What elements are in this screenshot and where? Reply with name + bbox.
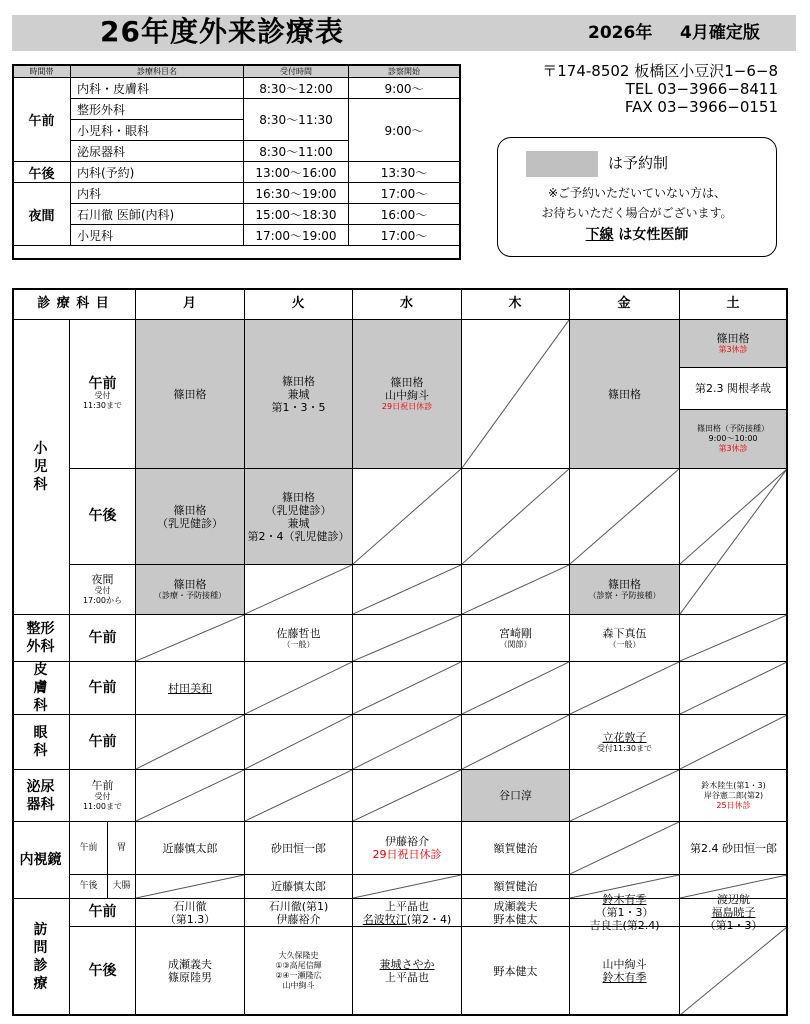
period-am: [70, 615, 136, 662]
cell-text: 篠田格: [173, 387, 207, 401]
reservation-swatch: [526, 151, 598, 177]
cell-text: 谷口淳: [499, 789, 532, 802]
peds-am-sat-2: [680, 368, 787, 410]
cell-text: 午後: [88, 508, 117, 524]
derm-empty: [245, 662, 353, 715]
cell-text: 療: [33, 976, 48, 992]
cell-text: 石川徹: [173, 899, 207, 913]
dept-name: 小児科・眼科: [71, 120, 244, 141]
cell-text: 大久保隆史: [278, 951, 319, 960]
peds-pm-empty: [353, 469, 462, 565]
dept-orthopedics: [12, 615, 70, 662]
hours-header-row: [13, 65, 460, 78]
cell-text: 第2.4 砂田恒一郎: [690, 841, 777, 855]
uro-empty: [353, 770, 462, 822]
cell-text: 砂田恒一郎: [271, 841, 326, 855]
cell-text: （一般）: [608, 639, 641, 649]
uro-sat: [680, 770, 788, 822]
cell-text: 篠田格: [608, 578, 641, 591]
cell-text: 鈴木有季: [602, 893, 647, 906]
start-time: 9:00〜: [349, 99, 460, 162]
eye-empty: [353, 715, 462, 770]
visit-pm-sat-empty: [680, 927, 788, 1016]
table-row: [13, 183, 460, 204]
cell-text: （診療・予防接種）: [154, 591, 226, 600]
cell-text: 石川徹(第1): [268, 899, 329, 913]
visit-am-fri: [570, 893, 680, 932]
cell-text: 渡辺航: [717, 893, 750, 906]
cell-text: 名波牧江: [362, 912, 407, 926]
edition-year: 2026年: [588, 23, 653, 43]
cell-text: 火: [291, 296, 306, 311]
dept-ophthalmology: [12, 715, 70, 770]
cell-text: 眼: [33, 725, 48, 741]
dept-name: 内科(予約): [71, 162, 244, 183]
derm-mon: [136, 662, 245, 715]
cell-text: 泌尿: [26, 778, 55, 795]
cell-text: 29日祝日休診: [372, 848, 442, 861]
derm-empty: [353, 662, 462, 715]
weekly-schedule-table: [12, 288, 788, 1016]
cell-text: 11:00まで: [82, 802, 123, 811]
cell-text: 17:00から: [82, 596, 123, 605]
cell-text: （関節）: [499, 639, 532, 649]
dept-name: 内科・皮膚科: [71, 78, 244, 99]
cell-text: 第3休診: [718, 444, 748, 453]
endo-st-wed: [353, 822, 462, 875]
cell-text: （第1.3）: [164, 912, 216, 926]
visit-pm-wed: [353, 927, 462, 1016]
cell-text: 胃: [116, 842, 126, 853]
cell-text: 森下真伍: [602, 626, 647, 640]
visit-am-mon: [136, 899, 245, 927]
cell-text: 近藤慎太郎: [271, 880, 326, 893]
header-day-mon: [136, 288, 245, 320]
eye-empty: [462, 715, 570, 770]
cell-text: 篠田格: [282, 490, 315, 504]
table-row: [13, 204, 460, 225]
period-am: [70, 715, 136, 770]
cell-text: 診 療 科 目: [37, 296, 110, 311]
female-doctor-legend: は女性医師: [613, 227, 689, 243]
peds-am-sat-3: [680, 410, 787, 469]
dept-name: 泌尿器科: [71, 141, 244, 162]
note-line-3: [498, 224, 776, 244]
cell-text: 午前: [79, 842, 98, 853]
cell-text: 9:00〜10:00: [708, 434, 758, 443]
reception-time: 8:30〜11:30: [244, 99, 349, 141]
endo-co-thu: [462, 875, 570, 899]
cell-text: 受付: [94, 390, 111, 400]
page-title: 26年度外来診療表: [100, 15, 344, 48]
cell-text: 受付: [94, 586, 111, 595]
cell-text: 受付: [94, 792, 111, 801]
visit-am-wed: [353, 899, 462, 927]
period-pm: [70, 927, 136, 1016]
peds-pm-mon: [136, 469, 245, 565]
dept-dermatology: [12, 662, 70, 715]
visit-pm-tue: [245, 927, 353, 1016]
table-row: [13, 78, 460, 99]
endo-stomach-label: [108, 822, 136, 875]
reception-time: 17:00〜19:00: [244, 225, 349, 246]
endo-st-thu: [462, 822, 570, 875]
endo-co-tue: [245, 875, 353, 899]
ortho-sat-empty: [680, 615, 788, 662]
cell-text: 第2・4（乳児健診）: [247, 529, 350, 543]
dept-name: 小児科: [71, 225, 244, 246]
cell-text: 受付11:30まで: [596, 743, 653, 753]
table-row: [13, 162, 460, 183]
period-am: [70, 770, 136, 822]
period-am: [70, 822, 108, 875]
cell-text: 午前: [88, 679, 117, 696]
header-day-sat: [680, 288, 788, 320]
cell-text: 午後: [79, 881, 98, 891]
cell-text: 午前: [88, 904, 117, 920]
peds-night-mon: [136, 565, 245, 615]
peds-pm-night-sat-empty: [680, 469, 788, 615]
cell-text: 11:30まで: [82, 400, 123, 410]
peds-am-thu-empty: [462, 320, 570, 469]
cell-text: 篠田格: [390, 376, 424, 389]
header-day-thu: [462, 288, 570, 320]
cell-text: 午前: [88, 733, 117, 750]
uro-empty: [136, 770, 245, 822]
cell-text: 金: [617, 296, 632, 311]
period-night: 夜間: [13, 183, 71, 246]
cell-text: 野本健太: [493, 964, 538, 978]
cell-text: 問: [33, 940, 48, 956]
period-pm: [70, 875, 108, 899]
dept-home-visit: [12, 899, 70, 1016]
dept-name: 内科: [71, 183, 244, 204]
cell-text: 午前: [88, 375, 117, 392]
cell-text: 篠田格: [608, 387, 641, 401]
edition-status: 4月確定版: [680, 23, 760, 43]
cell-text: 岸谷憲二郎(第2): [703, 790, 764, 800]
endo-colon-label: [108, 875, 136, 899]
cell-text: 伊藤裕介: [385, 835, 429, 848]
cell-text: 外科: [26, 639, 55, 655]
cell-text: 額賀健治: [493, 841, 538, 855]
cell-text: 篠田格: [716, 332, 750, 345]
reception-hours-table: [12, 64, 460, 246]
ortho-mon-empty: [136, 615, 245, 662]
peds-am-tue: [245, 320, 353, 469]
hours-header-start: 診察開始: [349, 65, 460, 78]
peds-am-fri: [570, 320, 680, 469]
header-day-fri: [570, 288, 680, 320]
cell-text: 篠田格（予防接種）: [697, 424, 769, 433]
cell-text: 月: [182, 296, 197, 311]
cell-text: 額賀健治: [493, 880, 538, 893]
cell-text: 宮崎剛: [499, 626, 532, 640]
cell-text: ①③高尾信輝: [275, 961, 322, 970]
peds-am-mon: [136, 320, 245, 469]
endo-co-mon-empty: [136, 875, 245, 899]
peds-am-sat: [680, 320, 788, 469]
cell-text: 午前: [88, 629, 117, 646]
uro-thu: [462, 770, 570, 822]
cell-text: （第1・3）: [595, 906, 654, 919]
peds-pm-empty: [570, 469, 680, 565]
cell-text: 佐藤哲也: [276, 626, 321, 640]
header-day-wed: [353, 288, 462, 320]
cell-text: 兼城: [287, 516, 310, 530]
peds-pm-empty: [462, 469, 570, 565]
cell-text: 診: [33, 958, 48, 974]
visit-am-thu: [462, 899, 570, 927]
cell-text: 29日祝日休診: [381, 402, 433, 411]
cell-text: 夜間: [91, 573, 114, 586]
start-time: 9:00〜: [349, 78, 460, 99]
cell-text: 皮: [33, 662, 48, 678]
visit-pm-fri: [570, 927, 680, 1016]
reception-time: 13:00〜16:00: [244, 162, 349, 183]
cell-text: 整形: [26, 621, 55, 637]
cell-text: 内視鏡: [19, 852, 62, 868]
cell-text: 鈴木陸生(第1・3): [701, 780, 766, 790]
cell-text: 25日休診: [716, 800, 751, 810]
cell-text: 兼城: [287, 387, 310, 401]
eye-empty: [136, 715, 245, 770]
cell-text: 伊藤裕介: [276, 912, 321, 926]
cell-text: 膚: [33, 680, 48, 696]
cell-text: 小: [33, 441, 48, 457]
dept-urology: [12, 770, 70, 822]
peds-night-empty: [245, 565, 353, 615]
cell-text: 篠田格: [173, 578, 207, 591]
cell-text: 午前: [91, 779, 114, 792]
header-dept: [12, 288, 136, 320]
visit-pm-thu: [462, 927, 570, 1016]
cell-text: 山中絢斗: [385, 389, 429, 402]
cell-text: 兼城さやか: [379, 958, 435, 971]
endo-st-fri-empty: [570, 822, 680, 875]
ortho-thu: [462, 615, 570, 662]
contact-info: [500, 62, 778, 116]
cell-text: 吉良圭(第2.4): [589, 919, 660, 932]
dept-name: 整形外科: [71, 99, 244, 120]
cell-text: 午後: [88, 962, 117, 979]
dept-pediatrics: [12, 320, 70, 615]
period-pm: [70, 469, 136, 565]
cell-text: 鈴木有季: [602, 971, 647, 984]
dept-endoscopy: [12, 822, 70, 899]
cell-text: 上平晶也: [385, 899, 429, 913]
cell-text: 立花敦子: [602, 730, 647, 744]
peds-am-sat-1: [680, 320, 787, 368]
period-night: [70, 565, 136, 615]
ortho-fri: [570, 615, 680, 662]
cell-text: 第2.3 関根孝哉: [695, 382, 771, 395]
start-time: 16:00〜: [349, 204, 460, 225]
table-row: [13, 99, 460, 120]
legend-box: [497, 137, 777, 257]
cell-text: 木: [508, 296, 523, 311]
table-row: [13, 225, 460, 246]
cell-text: 上平晶也: [385, 971, 429, 984]
cell-text: 大腸: [112, 881, 131, 891]
uro-fri-empty: [570, 770, 680, 822]
cell-text: 篠田格: [173, 503, 207, 517]
note-line-1: ※ご予約いただいていない方は、: [547, 186, 727, 200]
peds-am-wed: [353, 320, 462, 469]
period-pm: 午後: [13, 162, 71, 183]
peds-night-fri: [570, 565, 680, 615]
cell-text: 科: [33, 698, 48, 714]
visit-am-sat: [680, 893, 788, 932]
start-time: 13:30〜: [349, 162, 460, 183]
period-am: [70, 662, 136, 715]
cell-text: 第1・3・5: [271, 400, 326, 414]
cell-text: 篠原陸男: [168, 971, 212, 984]
derm-empty: [570, 662, 680, 715]
hours-header-dept: 診療科目名: [71, 65, 244, 78]
cell-text: （第1・3）: [704, 919, 763, 932]
period-am: [70, 320, 136, 469]
period-am: [70, 899, 136, 927]
period-am: 午前: [13, 78, 71, 162]
reception-time: 15:00〜18:30: [244, 204, 349, 225]
reception-time: 8:30〜11:00: [244, 141, 349, 162]
endo-st-mon: [136, 822, 245, 875]
peds-night-empty: [462, 565, 570, 615]
start-time: 17:00〜: [349, 225, 460, 246]
cell-text: ②④一瀬隆広: [275, 971, 322, 980]
eye-sat-empty: [680, 715, 788, 770]
cell-text: 近藤慎太郎: [162, 841, 218, 855]
eye-empty: [245, 715, 353, 770]
ortho-tue: [245, 615, 353, 662]
endo-st-tue: [245, 822, 353, 875]
cell-text: 村田美和: [168, 681, 212, 695]
cell-text: 訪: [33, 922, 48, 938]
visit-pm-mon: [136, 927, 245, 1016]
cell-text: 科: [33, 477, 48, 493]
derm-empty: [462, 662, 570, 715]
cell-text: 福島暁子: [711, 906, 756, 919]
phone-number: TEL 03−3966−8411: [625, 80, 778, 98]
endo-st-sat: [680, 822, 788, 875]
cell-text: 科: [33, 743, 48, 759]
visit-am-tue: [245, 899, 353, 927]
peds-pm-tue: [245, 469, 353, 565]
uro-empty: [245, 770, 353, 822]
cell-text: （診察・予防接種）: [588, 591, 661, 600]
cell-text: （一般）: [282, 639, 315, 649]
fax-number: FAX 03−3966−0151: [624, 98, 778, 116]
cell-text: （乳児健診）: [265, 503, 332, 517]
reception-time: 16:30〜19:00: [244, 183, 349, 204]
cell-text: 水: [399, 296, 414, 311]
cell-line: [363, 913, 452, 926]
cell-text: 山中絢斗: [282, 981, 315, 990]
postal-address: 〒174-8502 板橋区小豆沢1−6−8: [542, 62, 778, 80]
dept-name: 石川徹 医師(内科): [71, 204, 244, 225]
eye-fri: [570, 715, 680, 770]
reception-time: 8:30〜12:00: [244, 78, 349, 99]
underline-sample: 下線: [585, 227, 614, 243]
reservation-legend: は予約制: [608, 154, 669, 172]
hours-header-period: 時間帯: [13, 65, 71, 78]
cell-text: （乳児健診）: [157, 516, 223, 530]
start-time: 17:00〜: [349, 183, 460, 204]
cell-text: 成瀬義夫: [493, 899, 538, 913]
note-line-2: お待ちいただく場合がございます。: [541, 206, 733, 220]
cell-text: 野本健太: [493, 912, 538, 926]
cell-text: 山中絢斗: [602, 958, 647, 971]
cell-text: 児: [33, 459, 48, 475]
cell-text: 成瀬義夫: [168, 958, 212, 971]
cell-text: 篠田格: [282, 374, 315, 388]
ortho-wed-empty: [353, 615, 462, 662]
derm-empty: [680, 662, 788, 715]
peds-night-empty: [353, 565, 462, 615]
cell-text: 器科: [26, 796, 55, 813]
cell-text: 土: [726, 296, 741, 311]
endo-co-wed-empty: [353, 875, 462, 899]
cell-text: (第2・4): [406, 912, 452, 926]
cell-text: 第3休診: [718, 345, 748, 354]
header-day-tue: [245, 288, 353, 320]
hours-header-reception: 受付時間: [244, 65, 349, 78]
